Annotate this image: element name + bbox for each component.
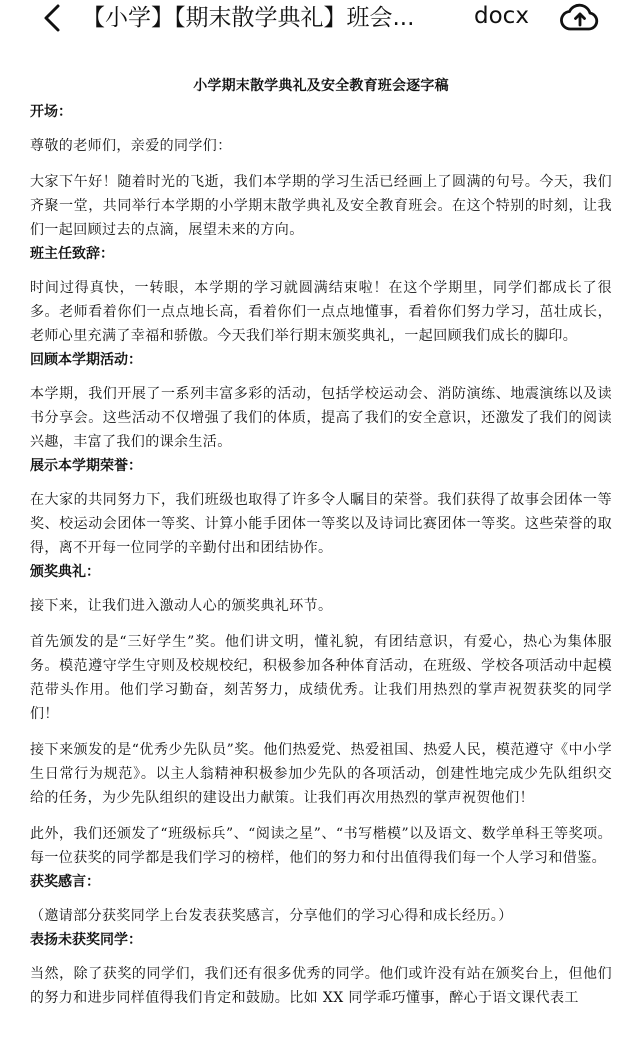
file-extension: docx: [474, 3, 529, 29]
section-heading-praise-others: 表扬未获奖同学：: [30, 932, 142, 948]
document-body: [30, 72, 612, 1010]
paragraph: 接下来，让我们进入激动人心的颁奖典礼环节。: [30, 598, 333, 614]
section-heading-acceptance-speech: 获奖感言：: [30, 874, 100, 890]
paragraph: 此外，我们还颁发了“班级标兵”、“阅读之星”、“书写楷模”以及语文、数学单科王等奖项。每一位获奖的同学都是我们学习的榜样，他们的努力和付出值得我们每一个人学习和借鉴。: [30, 826, 612, 866]
paragraph: 在大家的共同努力下，我们班级也取得了许多令人瞩目的荣誉。我们获得了故事会团体一等奖、校运动会团体一等奖、计算小能手团体一等奖以及诗词比赛团体一等奖。这些荣誉的取得，离不开每一位同学的辛勤付出和团结协作。: [30, 492, 612, 556]
paragraph: 本学期，我们开展了一系列丰富多彩的活动，包括学校运动会、消防演练、地震演练以及读书分享会。这些活动不仅增强了我们的体质，提高了我们的安全意识，还激发了我们的阅读兴趣，丰富了我们的课余生活。: [30, 386, 612, 450]
section-heading-review-activities: 回顾本学期活动：: [30, 352, 142, 368]
paragraph: 大家下午好！随着时光的飞逝，我们本学期的学习生活已经画上了圆满的句号。今天，我们齐聚一堂，共同举行本学期的小学期末散学典礼及安全教育班会。在这个特别的时刻，让我们一起回顾过去的点滴，展望未来的方向。: [30, 174, 612, 238]
cloud-upload-icon: [560, 2, 600, 34]
chevron-left-icon: [39, 3, 65, 33]
section-heading-opening: 开场：: [30, 104, 72, 120]
top-bar: [0, 0, 640, 36]
paragraph: 接下来颁发的是“优秀少先队员”奖。他们热爱党、热爱祖国、热爱人民，模范遵守《中小学生日常行为规范》。以主人翁精神积极参加少先队的各项活动，创建性地完成少先队组织交给的任务，为少先队组织的建设出力献策。让我们再次用热烈的掌声祝贺他们！: [30, 742, 612, 806]
paragraph: 尊敬的老师们，亲爱的同学们：: [30, 138, 232, 154]
section-heading-award-ceremony: 颁奖典礼：: [30, 564, 100, 580]
document-title: 【小学】【期末散学典礼】班会...: [82, 5, 415, 31]
cloud-upload-button[interactable]: [560, 0, 600, 36]
section-heading-honors: 展示本学期荣誉：: [30, 458, 142, 474]
paragraph: 当然，除了获奖的同学们，我们还有很多优秀的同学。他们或许没有站在颁奖台上，但他们的努力和进步同样值得我们肯定和鼓励。比如 XX 同学乖巧懂事，醉心于语文课代表工: [30, 966, 612, 1006]
back-button[interactable]: [32, 0, 72, 36]
document-heading: 小学期末散学典礼及安全教育班会逐字稿: [193, 78, 449, 94]
paragraph: 时间过得真快，一转眼，本学期的学习就圆满结束啦！在这个学期里，同学们都成长了很多。老师看着你们一点点地长高，看着你们一点点地懂事，看着你们努力学习，茁壮成长，老师心里充满了幸福和骄傲。今天我们举行期末颁奖典礼，一起回顾我们成长的脚印。: [30, 280, 612, 344]
paragraph: 首先颁发的是“三好学生”奖。他们讲文明，懂礼貌，有团结意识，有爱心，热心为集体服务。模范遵守学生守则及校规校纪，积极参加各种体育活动，在班级、学校各项活动中起模范带头作用。他们学习勤奋，刻苦努力，成绩优秀。让我们用热烈的掌声祝贺获奖的同学们！: [30, 634, 612, 722]
section-heading-teacher-speech: 班主任致辞：: [30, 246, 114, 262]
paragraph: （邀请部分获奖同学上台发表获奖感言，分享他们的学习心得和成长经历。）: [30, 908, 513, 924]
